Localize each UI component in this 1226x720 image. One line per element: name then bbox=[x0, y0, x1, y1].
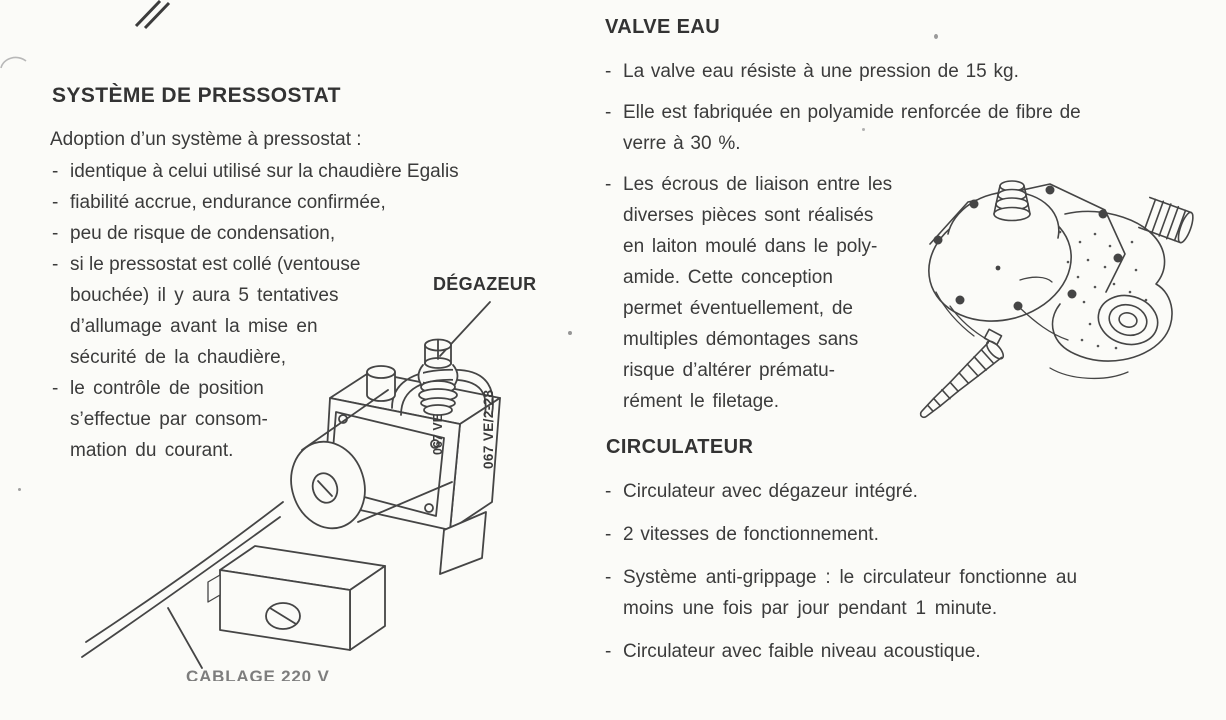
text-line: bouchée) il y aura 5 tentatives bbox=[70, 285, 339, 306]
circulator-pump-illustration bbox=[40, 290, 540, 720]
stray-slash-marks bbox=[120, 0, 180, 30]
degazeur-label: DÉGAZEUR bbox=[433, 274, 537, 294]
bullet-item bbox=[605, 56, 1185, 87]
text-line: sécurité de la chaudière, bbox=[70, 347, 287, 368]
text-line: - Circulateur avec dégazeur intégré. bbox=[605, 476, 1185, 507]
text-line: risque d’altérer prématu- bbox=[623, 360, 835, 381]
bullet-item bbox=[52, 156, 572, 187]
text-line: d’allumage avant la mise en bbox=[70, 316, 318, 337]
text-line: - le contrôle de position bbox=[52, 373, 572, 404]
stray-arc-mark bbox=[0, 48, 28, 74]
cablage-label-text: CABLAGE 220 V bbox=[186, 667, 330, 681]
text-line: - peu de risque de condensation, bbox=[52, 218, 572, 249]
bullet-dash: - bbox=[52, 192, 59, 213]
socket-ring bbox=[1093, 289, 1163, 351]
pump-body-ref-code: 067 VE bbox=[431, 413, 445, 455]
bullet-item bbox=[605, 636, 1185, 667]
base-block bbox=[208, 546, 385, 650]
scan-speck bbox=[934, 34, 938, 39]
water-valve-illustration bbox=[900, 172, 1200, 432]
bullet-item bbox=[52, 187, 572, 218]
bullet-dash: - bbox=[605, 102, 612, 123]
bullet-dash: - bbox=[52, 161, 59, 182]
bullet-dash: - bbox=[605, 174, 612, 195]
text-line: rément le filetage. bbox=[623, 391, 780, 412]
circulateur-bullet-list bbox=[605, 476, 1185, 679]
bullet-dash: - bbox=[52, 254, 59, 275]
text-line: - si le pressostat est collé (ventouse bbox=[52, 249, 572, 280]
pressostat-intro: Adoption d’un système à pressostat : bbox=[50, 129, 362, 150]
cablage-leader-line bbox=[168, 608, 202, 668]
degazeur-vent bbox=[419, 340, 458, 416]
bullet-item bbox=[605, 519, 1185, 550]
bullet-dash: - bbox=[52, 378, 59, 399]
section-heading-pressostat: SYSTÈME DE PRESSOSTAT bbox=[52, 84, 341, 107]
bullet-dash: - bbox=[605, 61, 612, 82]
text-line: - 2 vitesses de fonctionnement. bbox=[605, 519, 1185, 550]
threaded-connector bbox=[1139, 197, 1197, 246]
text-line: s’effectue par consom- bbox=[70, 409, 268, 430]
text-line: en laiton moulé dans le poly- bbox=[623, 236, 878, 257]
text-line: diverses pièces sont réalisés bbox=[623, 205, 874, 226]
text-line: - identique à celui utilisé sur la chaudière Egalis bbox=[52, 156, 572, 187]
bullet-item bbox=[605, 562, 1185, 624]
bullet-dash: - bbox=[605, 567, 612, 588]
figure-ref-code: 067 VE/2-28 bbox=[481, 389, 496, 469]
bullet-item bbox=[605, 476, 1185, 507]
spindle-shaft bbox=[914, 338, 1006, 424]
bullet-dash: - bbox=[605, 641, 612, 662]
scan-speck bbox=[18, 488, 21, 491]
dome-stem bbox=[994, 181, 1030, 221]
text-line: - La valve eau résiste à une pression de 15 kg. bbox=[605, 56, 1185, 87]
text-line: - Les écrous de liaison entre les bbox=[605, 169, 1185, 200]
cablage-label-clipped bbox=[186, 667, 356, 681]
bullet-dash: - bbox=[52, 223, 59, 244]
section-heading-circulateur: CIRCULATEUR bbox=[606, 436, 754, 458]
bullet-item bbox=[52, 218, 572, 249]
text-line: - Elle est fabriquée en polyamide renforcée de fibre de bbox=[605, 97, 1185, 128]
text-line: moins une fois par jour pendant 1 minute. bbox=[623, 598, 998, 619]
bullet-dash: - bbox=[605, 524, 612, 545]
text-line: - fiabilité accrue, endurance confirmée, bbox=[52, 187, 572, 218]
text-line: - Circulateur avec faible niveau acoustique. bbox=[605, 636, 1185, 667]
text-line: mation du courant. bbox=[70, 440, 234, 461]
bullet-item bbox=[605, 97, 1185, 159]
section-heading-valve-eau: VALVE EAU bbox=[605, 16, 721, 38]
text-line: permet éventuellement, de bbox=[623, 298, 853, 319]
text-line: amide. Cette conception bbox=[623, 267, 833, 288]
bullet-dash: - bbox=[605, 481, 612, 502]
text-line: multiples démontages sans bbox=[623, 329, 859, 350]
text-line: verre à 30 %. bbox=[623, 133, 741, 154]
text-line: - Système anti-grippage : le circulateur fonctionne au bbox=[605, 562, 1185, 593]
